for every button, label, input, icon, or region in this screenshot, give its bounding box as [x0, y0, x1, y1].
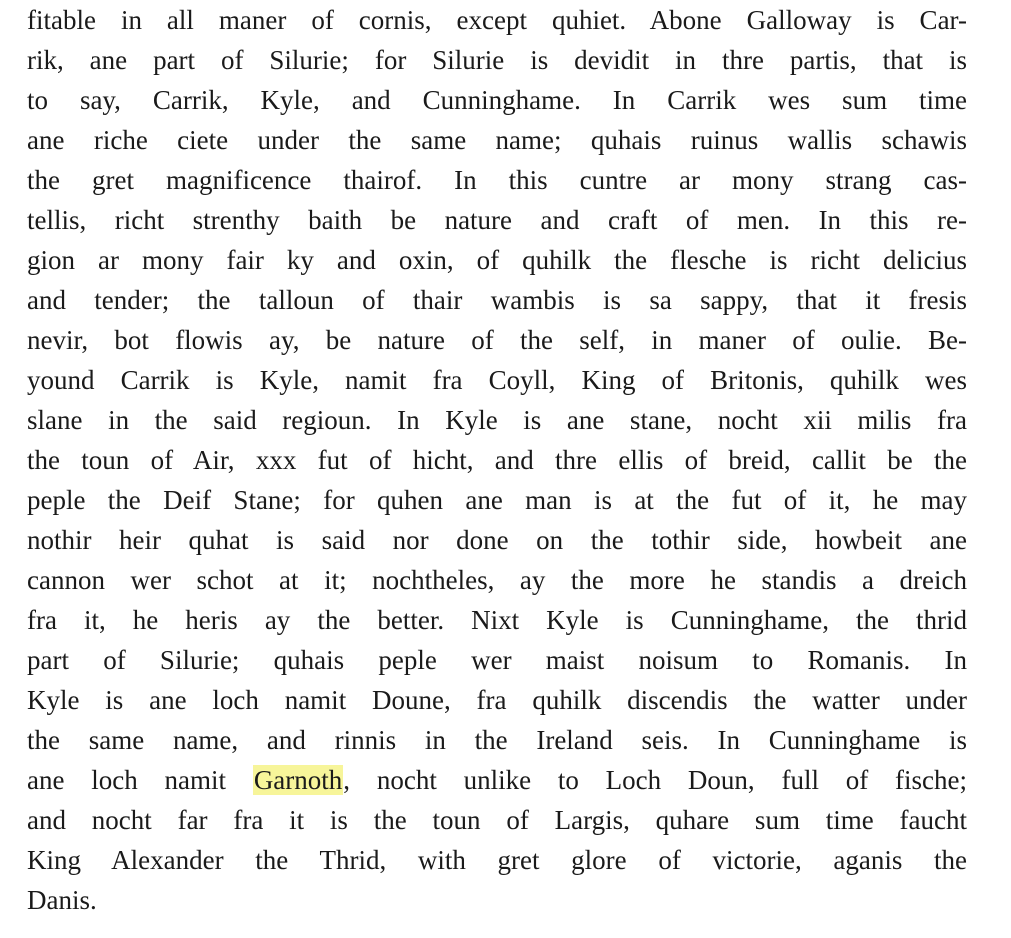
text-line: yound Carrik is Kyle, namit fra Coyll, King of Britonis, quhilk wes	[27, 365, 967, 395]
text-line: nothir heir quhat is said nor done on the tothir side, howbeit ane	[27, 525, 967, 555]
text-line: cannon wer schot at it; nochtheles, ay the more he standis a dreich	[27, 565, 967, 595]
line-text-before-highlight: ane loch namit	[27, 765, 253, 795]
text-line: ane riche ciete under the same name; quhais ruinus wallis schawis	[27, 125, 967, 155]
text-line: rik, ane part of Silurie; for Silurie is devidit in thre partis, that is	[27, 45, 967, 75]
text-line: gion ar mony fair ky and oxin, of quhilk the flesche is richt delicius	[27, 245, 967, 275]
highlighted-word: Garnoth	[253, 765, 343, 795]
text-line: and nocht far fra it is the toun of Largis, quhare sum time faucht	[27, 805, 967, 835]
text-line: nevir, bot flowis ay, be nature of the self, in maner of oulie. Be-	[27, 325, 967, 355]
text-line: slane in the said regioun. In Kyle is ane stane, nocht xii milis fra	[27, 405, 967, 435]
text-line: peple the Deif Stane; for quhen ane man is at the fut of it, he may	[27, 485, 967, 515]
text-line: tellis, richt strenthy baith be nature and craft of men. In this re-	[27, 205, 967, 235]
body-text	[27, 0, 972, 920]
text-line: King Alexander the Thrid, with gret glore of victorie, aganis the	[27, 845, 967, 875]
text-line-with-highlight	[27, 760, 967, 800]
text-line: Danis.	[27, 885, 97, 915]
text-line: fitable in all maner of cornis, except quhiet. Abone Galloway is Car-	[27, 5, 967, 35]
text-line: to say, Carrik, Kyle, and Cunninghame. In Carrik wes sum time	[27, 85, 967, 115]
text-line: the gret magnificence thairof. In this cuntre ar mony strang cas-	[27, 165, 967, 195]
text-line: Kyle is ane loch namit Doune, fra quhilk discendis the watter under	[27, 685, 967, 715]
text-line: fra it, he heris ay the better. Nixt Kyle is Cunninghame, the thrid	[27, 605, 967, 635]
text-line: part of Silurie; quhais peple wer maist noisum to Romanis. In	[27, 645, 967, 675]
text-line: the same name, and rinnis in the Ireland seis. In Cunninghame is	[27, 725, 967, 755]
line-text-after-highlight: , nocht unlike to Loch Doun, full of fische;	[343, 765, 967, 795]
text-line: the toun of Air, xxx fut of hicht, and thre ellis of breid, callit be the	[27, 445, 967, 475]
text-line: and tender; the talloun of thair wambis is sa sappy, that it fresis	[27, 285, 967, 315]
